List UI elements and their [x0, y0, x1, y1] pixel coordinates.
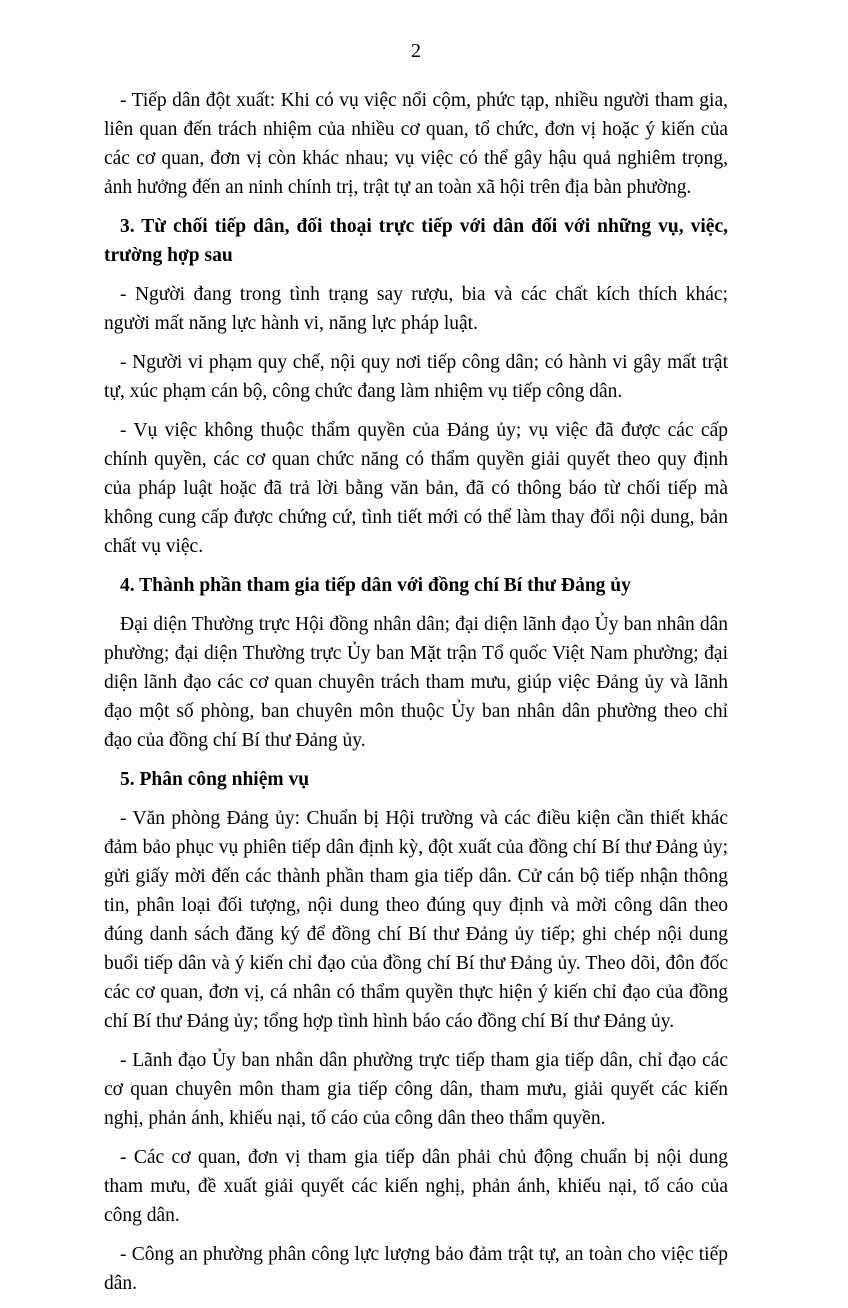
paragraph-refusal-violation: - Người vi phạm quy chế, nội quy nơi tiếp công dân; có hành vi gây mất trật tự, xúc phạm cán bộ, công chức đang làm nhiệm vụ tiếp công dân.	[104, 352, 728, 402]
paragraph-party-office-duties: - Văn phòng Đảng ủy: Chuẩn bị Hội trường và các điều kiện cần thiết khác đảm bảo phục vụ phiên tiếp dân định kỳ, đột xuất của đồng chí Bí thư Đảng ủy; gửi giấy mời đến các thành phần tham gia tiếp dân. Cử cán bộ tiếp nhận thông tin, phân loại đối tượng, nội dung theo đúng quy định và mời công dân theo đúng danh sách đăng ký để đồng chí Bí thư Đảng ủy tiếp; ghi chép nội dung buổi tiếp dân và ý kiến chỉ đạo của đồng chí Bí thư Đảng ủy. Theo dõi, đôn đốc các cơ quan, đơn vị, cá nhân có thẩm quyền thực hiện ý kiến chỉ đạo của đồng chí Bí thư Đảng ủy; tổng hợp tình hình báo cáo đồng chí Bí thư Đảng ủy.	[104, 808, 728, 1032]
section-heading-5: 5. Phân công nhiệm vụ	[120, 769, 310, 790]
paragraph-unscheduled-reception: - Tiếp dân đột xuất: Khi có vụ việc nổi cộm, phức tạp, nhiều người tham gia, liên quan đến trách nhiệm của nhiều cơ quan, tổ chức, đơn vị hoặc ý kiến của các cơ quan, đơn vị còn khác nhau; vụ việc có thể gây hậu quả nghiêm trọng, ảnh hưởng đến an ninh chính trị, trật tự an toàn xã hội trên địa bàn phường.	[104, 90, 728, 198]
page-number: 2	[411, 40, 421, 62]
paragraph-participants: Đại diện Thường trực Hội đồng nhân dân; đại diện lãnh đạo Ủy ban nhân dân phường; đại diện Thường trực Ủy ban Mặt trận Tổ quốc Việt Nam phường; đại diện lãnh đạo các cơ quan chuyên trách tham mưu, giúp việc Đảng ủy và lãnh đạo một số phòng, ban chuyên môn thuộc Ủy ban nhân dân phường theo chỉ đạo của đồng chí Bí thư Đảng ủy.	[104, 614, 728, 751]
paragraph-refusal-intoxicated: - Người đang trong tình trạng say rượu, bia và các chất kích thích khác; người mất năng lực hành vi, năng lực pháp luật.	[104, 284, 728, 334]
paragraph-agencies-duties: - Các cơ quan, đơn vị tham gia tiếp dân phải chủ động chuẩn bị nội dung tham mưu, đề xuất giải quyết các kiến nghị, phản ánh, khiếu nại, tố cáo của công dân.	[104, 1147, 728, 1226]
section-heading-4: 4. Thành phần tham gia tiếp dân với đồng chí Bí thư Đảng ủy	[120, 575, 631, 596]
section-heading-3: 3. Từ chối tiếp dân, đối thoại trực tiếp với dân đối với những vụ, việc, trường hợp sau	[104, 216, 728, 266]
paragraph-committee-leadership-duties: - Lãnh đạo Ủy ban nhân dân phường trực tiếp tham gia tiếp dân, chỉ đạo các cơ quan chuyên môn tham gia tiếp công dân, tham mưu, giải quyết các kiến nghị, phản ánh, khiếu nại, tố cáo của công dân theo thẩm quyền.	[104, 1050, 728, 1129]
paragraph-police-duties: - Công an phường phân công lực lượng bảo đảm trật tự, an toàn cho việc tiếp dân.	[104, 1244, 728, 1294]
paragraph-refusal-jurisdiction: - Vụ việc không thuộc thẩm quyền của Đảng ủy; vụ việc đã được các cấp chính quyền, các cơ quan chức năng có thẩm quyền giải quyết theo quy định của pháp luật hoặc đã trả lời bằng văn bản, đã có thông báo từ chối tiếp mà không cung cấp được chứng cứ, tình tiết mới có thể làm thay đổi nội dung, bản chất vụ việc.	[104, 420, 728, 557]
document-page	[104, 38, 728, 1308]
